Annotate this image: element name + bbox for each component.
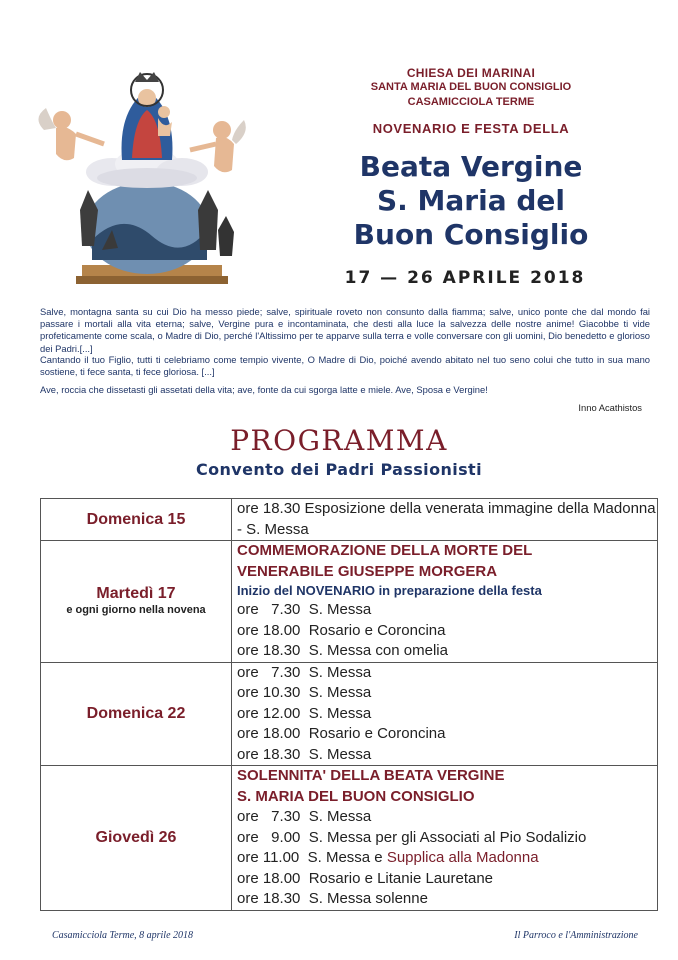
schedule-line-text: ore 11.00 S. Messa e [237, 849, 387, 866]
hymn-paragraph: Ave, roccia che dissetasti gli assetati della vita; ave, fonte da cui sgorga latte e miele. Ave, Sposa e Vergine! [40, 384, 488, 395]
hymn-paragraph: Cantando il tuo Figlio, tutti ti celebriamo come tempio vivente, O Madre di Dio, poiché avendo abitato nel tuo seno colui che tutto in sua mano sostiene, ti fece santa, ti fece gloriosa. [...] [40, 354, 650, 378]
schedule-line [232, 641, 657, 662]
schedule-events-cell [232, 662, 658, 766]
schedule-day-cell [41, 499, 232, 541]
hymn-source: Inno Acathistos [578, 402, 642, 413]
church-subtitle: SANTA MARIA DEL BUON CONSIGLIO [370, 81, 572, 93]
schedule-line [232, 828, 657, 849]
schedule-line-text: ore 7.30 S. Messa [237, 663, 372, 681]
schedule-line-text: ore 9.00 S. Messa per gli Associati al Pio Sodalizio [237, 828, 587, 846]
schedule-line-highlight: Supplica alla Madonna [386, 849, 539, 866]
schedule-line-text: ore 12.00 S. Messa [237, 704, 372, 722]
schedule-line-text: ore 10.30 S. Messa [237, 684, 372, 701]
schedule-line [232, 499, 657, 540]
schedule-line [232, 848, 657, 869]
schedule-line [232, 600, 657, 621]
schedule-line [232, 869, 657, 890]
schedule-day: Domenica 22 [86, 704, 186, 722]
schedule-line [232, 663, 657, 684]
main-title-line-1: Beata Vergine [359, 150, 583, 183]
schedule-row [41, 499, 658, 541]
schedule-events-cell [232, 541, 658, 663]
schedule-line [232, 582, 657, 600]
schedule-line [232, 621, 657, 642]
schedule-events-cell [232, 766, 658, 911]
novena-title: NOVENARIO E FESTA DELLA [372, 121, 570, 136]
hymn-paragraph: Salve, montagna santa su cui Dio ha messo piede; salve, spirituale roveto non consunto dalla fiamma; salve, unico ponte che dal mondo fai passare i mortali alla vita eterna; salve, Vergine pura e incontaminata, che desti alla luce la salvezza delle nostre anime! Giacobbe ti vide profeticamente come scala, o Madre di Dio, perché l'Altissimo per te apparve sulla terra e volle conversare con gli uomini, Dio benedetto e glorioso dei Padri.[...] [40, 306, 650, 354]
program-title: PROGRAMMA [230, 424, 448, 457]
schedule-line [232, 745, 657, 766]
schedule-line-text: VENERABILE GIUSEPPE MORGERA [237, 562, 498, 580]
schedule-table [40, 498, 658, 911]
schedule-line [232, 889, 657, 910]
footer-place-date: Casamicciola Terme, 8 aprile 2018 [52, 930, 194, 941]
church-name: CHIESA DEI MARINAI [406, 66, 536, 80]
program-place: Convento dei Padri Passionisti [195, 460, 482, 479]
schedule-day-cell [41, 541, 232, 663]
schedule-line-text: ore 18.30 Esposizione della venerata immagine della Madonna - S. Messa [237, 500, 656, 538]
schedule-line-text: ore 18.30 S. Messa solenne [237, 890, 428, 907]
main-title-line-2: S. Maria del [377, 184, 565, 217]
schedule-row [41, 766, 658, 911]
madonna-statue-illustration [22, 60, 252, 288]
schedule-line-text: ore 18.00 Rosario e Litanie Lauretane [237, 869, 494, 887]
schedule-day-note: e ogni giorno nella novena [66, 604, 206, 617]
schedule-line-text: ore 18.30 S. Messa [237, 745, 372, 763]
church-town: CASAMICCIOLA TERME [407, 96, 535, 108]
schedule-line-text: ore 18.30 S. Messa con omelia [237, 642, 448, 659]
footer-signature: Il Parroco e l'Amministrazione [514, 930, 638, 941]
schedule-line [232, 704, 657, 725]
schedule-line-text: Inizio del NOVENARIO in preparazione della festa [237, 583, 542, 598]
schedule-line-text: ore 7.30 S. Messa [237, 808, 372, 825]
event-dates: 17 — 26 APRILE 2018 [344, 268, 586, 288]
schedule-events-cell [232, 499, 658, 541]
schedule-day: Martedì 17 [96, 585, 176, 603]
schedule-day: Giovedì 26 [95, 828, 177, 846]
schedule-row [41, 662, 658, 766]
schedule-line-text: ore 18.00 Rosario e Coroncina [237, 621, 446, 639]
schedule-line-text: ore 18.00 Rosario e Coroncina [237, 725, 446, 742]
schedule-line [232, 562, 657, 583]
schedule-line-text: S. MARIA DEL BUON CONSIGLIO [237, 787, 475, 805]
schedule-line [232, 807, 657, 828]
schedule-day: Domenica 15 [86, 510, 186, 528]
schedule-line [232, 766, 657, 787]
schedule-line [232, 541, 657, 562]
schedule-day-cell [41, 766, 232, 911]
schedule-line-text: SOLENNITA' DELLA BEATA VERGINE [237, 767, 505, 784]
schedule-row [41, 541, 658, 663]
schedule-day-cell [41, 662, 232, 766]
schedule-line [232, 724, 657, 745]
schedule-line-text: COMMEMORAZIONE DELLA MORTE DEL [237, 542, 533, 559]
schedule-line-text: ore 7.30 S. Messa [237, 601, 372, 618]
schedule-line [232, 683, 657, 704]
schedule-line [232, 787, 657, 808]
main-title-line-3: Buon Consiglio [353, 218, 589, 251]
